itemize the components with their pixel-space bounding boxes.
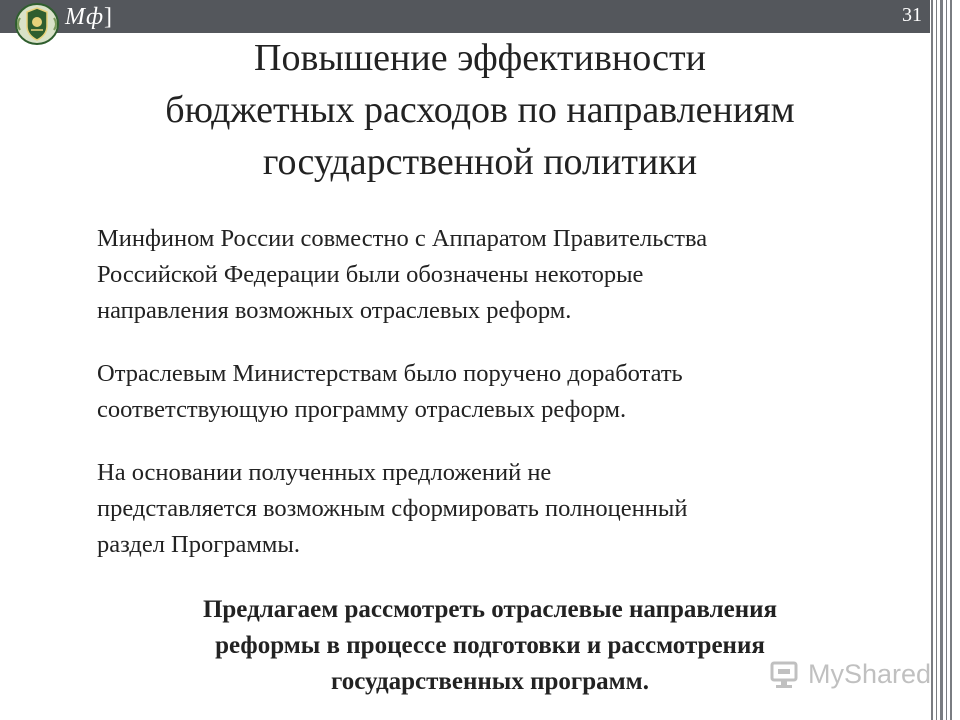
ministry-emblem-icon: [14, 2, 60, 46]
paragraph-1: [97, 221, 897, 329]
conclusion-line: реформы в процессе подготовки и рассмотрения: [215, 632, 765, 659]
conclusion-line: государственных программ.: [331, 668, 649, 695]
watermark-logo-icon: [768, 657, 802, 691]
paragraph-line: раздел Программы.: [97, 531, 301, 558]
title-line: государственной политики: [262, 141, 698, 183]
brand-label: Мф]: [65, 4, 114, 30]
paragraph-2: [97, 356, 897, 428]
watermark: [768, 652, 931, 696]
paragraph-line: направления возможных отраслевых реформ.: [97, 297, 572, 324]
title-line: бюджетных расходов по направлениям: [165, 89, 795, 131]
side-decoration: [930, 0, 960, 720]
header-bar: [0, 0, 930, 33]
watermark-label: MyShared: [808, 658, 932, 689]
paragraph-line: На основании полученных предложений не: [97, 459, 552, 486]
paragraph-line: Минфином России совместно с Аппаратом Правительства: [97, 225, 708, 252]
slide-title: [80, 32, 880, 188]
paragraph-line: представляется возможным сформировать полноценный: [97, 495, 688, 522]
paragraph-3: [97, 455, 897, 563]
conclusion-line: Предлагаем рассмотреть отраслевые направления: [202, 596, 778, 623]
title-line: Повышение эффективности: [254, 37, 706, 79]
paragraph-line: соответствующую программу отраслевых реформ.: [97, 396, 627, 423]
page-number: 31: [902, 4, 922, 26]
paragraph-line: Отраслевым Министерствам было поручено доработать: [97, 360, 683, 387]
paragraph-line: Российской Федерации были обозначены некоторые: [97, 261, 644, 288]
